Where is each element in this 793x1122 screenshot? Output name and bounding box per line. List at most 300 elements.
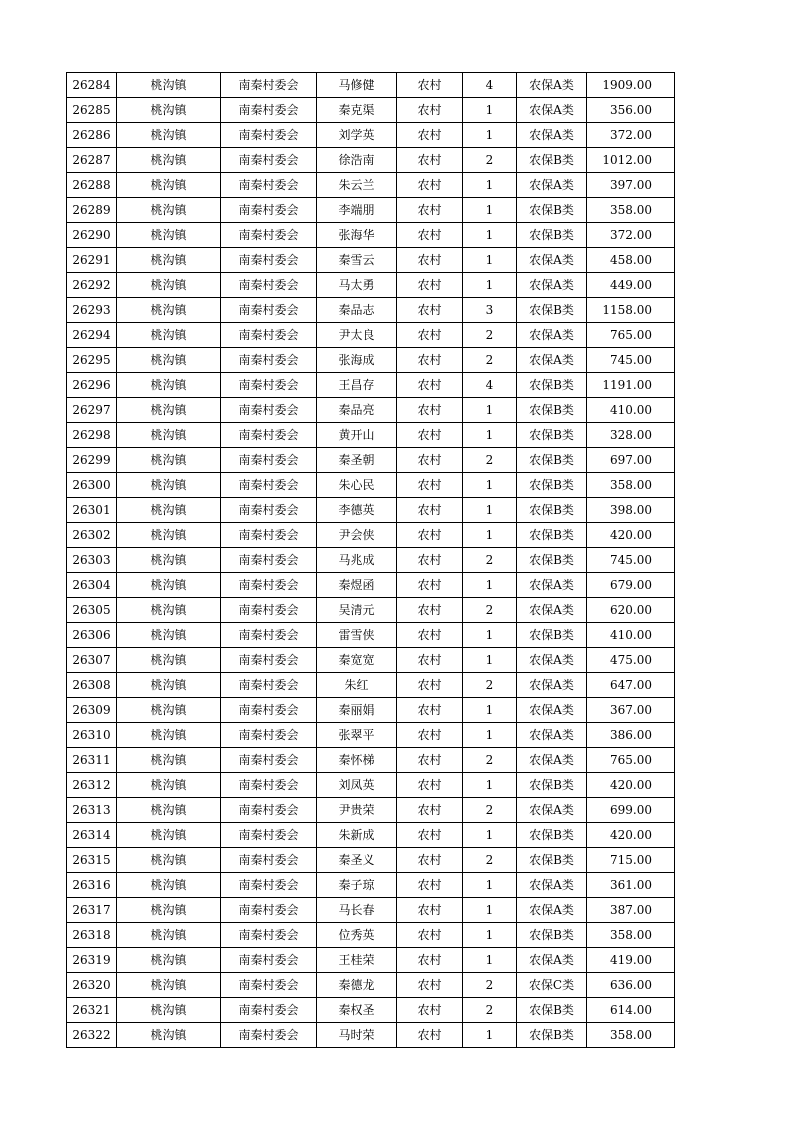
cell-town: 桃沟镇 xyxy=(117,648,221,673)
cell-name: 马时荣 xyxy=(317,1023,397,1048)
cell-town: 桃沟镇 xyxy=(117,773,221,798)
cell-town: 桃沟镇 xyxy=(117,923,221,948)
cell-town: 桃沟镇 xyxy=(117,148,221,173)
cell-count: 1 xyxy=(463,823,517,848)
cell-town: 桃沟镇 xyxy=(117,273,221,298)
cell-village: 南秦村委会 xyxy=(221,748,317,773)
cell-id: 26287 xyxy=(67,148,117,173)
cell-category: 农保A类 xyxy=(517,173,587,198)
cell-name: 秦雪云 xyxy=(317,248,397,273)
table-row xyxy=(67,998,675,1023)
table-row xyxy=(67,623,675,648)
cell-id: 26307 xyxy=(67,648,117,673)
cell-category: 农保B类 xyxy=(517,298,587,323)
cell-town: 桃沟镇 xyxy=(117,673,221,698)
cell-id: 26322 xyxy=(67,1023,117,1048)
cell-count: 2 xyxy=(463,323,517,348)
cell-town: 桃沟镇 xyxy=(117,848,221,873)
cell-category: 农保B类 xyxy=(517,923,587,948)
cell-amount: 636.00 xyxy=(587,973,675,998)
cell-category: 农保B类 xyxy=(517,623,587,648)
cell-id: 26310 xyxy=(67,723,117,748)
cell-town: 桃沟镇 xyxy=(117,298,221,323)
table-row xyxy=(67,223,675,248)
cell-id: 26299 xyxy=(67,448,117,473)
cell-type: 农村 xyxy=(397,348,463,373)
cell-village: 南秦村委会 xyxy=(221,373,317,398)
cell-name: 黄开山 xyxy=(317,423,397,448)
table-row xyxy=(67,523,675,548)
cell-id: 26314 xyxy=(67,823,117,848)
cell-type: 农村 xyxy=(397,573,463,598)
cell-village: 南秦村委会 xyxy=(221,673,317,698)
cell-village: 南秦村委会 xyxy=(221,873,317,898)
cell-id: 26306 xyxy=(67,623,117,648)
cell-count: 1 xyxy=(463,623,517,648)
cell-amount: 1012.00 xyxy=(587,148,675,173)
cell-name: 徐浩南 xyxy=(317,148,397,173)
cell-village: 南秦村委会 xyxy=(221,848,317,873)
cell-type: 农村 xyxy=(397,273,463,298)
cell-name: 位秀英 xyxy=(317,923,397,948)
cell-type: 农村 xyxy=(397,748,463,773)
cell-count: 1 xyxy=(463,423,517,448)
cell-name: 秦克渠 xyxy=(317,98,397,123)
cell-name: 张海华 xyxy=(317,223,397,248)
cell-amount: 361.00 xyxy=(587,873,675,898)
cell-amount: 620.00 xyxy=(587,598,675,623)
cell-type: 农村 xyxy=(397,248,463,273)
cell-category: 农保A类 xyxy=(517,723,587,748)
cell-category: 农保B类 xyxy=(517,848,587,873)
cell-town: 桃沟镇 xyxy=(117,998,221,1023)
cell-count: 1 xyxy=(463,948,517,973)
cell-id: 26320 xyxy=(67,973,117,998)
cell-id: 26308 xyxy=(67,673,117,698)
cell-town: 桃沟镇 xyxy=(117,948,221,973)
cell-type: 农村 xyxy=(397,73,463,98)
table-row xyxy=(67,923,675,948)
cell-id: 26321 xyxy=(67,998,117,1023)
cell-category: 农保A类 xyxy=(517,248,587,273)
cell-name: 秦品亮 xyxy=(317,398,397,423)
cell-name: 朱新成 xyxy=(317,823,397,848)
cell-village: 南秦村委会 xyxy=(221,1023,317,1048)
cell-id: 26298 xyxy=(67,423,117,448)
cell-count: 1 xyxy=(463,123,517,148)
cell-amount: 745.00 xyxy=(587,548,675,573)
cell-village: 南秦村委会 xyxy=(221,98,317,123)
cell-count: 1 xyxy=(463,723,517,748)
cell-category: 农保B类 xyxy=(517,373,587,398)
cell-amount: 1191.00 xyxy=(587,373,675,398)
cell-id: 26316 xyxy=(67,873,117,898)
cell-count: 2 xyxy=(463,848,517,873)
cell-village: 南秦村委会 xyxy=(221,273,317,298)
cell-amount: 420.00 xyxy=(587,523,675,548)
cell-count: 1 xyxy=(463,473,517,498)
cell-town: 桃沟镇 xyxy=(117,1023,221,1048)
cell-category: 农保B类 xyxy=(517,148,587,173)
cell-amount: 419.00 xyxy=(587,948,675,973)
table-row xyxy=(67,448,675,473)
cell-count: 2 xyxy=(463,748,517,773)
cell-village: 南秦村委会 xyxy=(221,448,317,473)
cell-name: 刘凤英 xyxy=(317,773,397,798)
cell-type: 农村 xyxy=(397,173,463,198)
cell-amount: 1909.00 xyxy=(587,73,675,98)
cell-category: 农保A类 xyxy=(517,73,587,98)
cell-village: 南秦村委会 xyxy=(221,548,317,573)
cell-id: 26319 xyxy=(67,948,117,973)
cell-type: 农村 xyxy=(397,773,463,798)
cell-village: 南秦村委会 xyxy=(221,823,317,848)
cell-amount: 458.00 xyxy=(587,248,675,273)
cell-type: 农村 xyxy=(397,848,463,873)
cell-town: 桃沟镇 xyxy=(117,748,221,773)
cell-town: 桃沟镇 xyxy=(117,223,221,248)
cell-name: 秦怀梯 xyxy=(317,748,397,773)
cell-town: 桃沟镇 xyxy=(117,123,221,148)
cell-type: 农村 xyxy=(397,323,463,348)
table-row xyxy=(67,698,675,723)
cell-type: 农村 xyxy=(397,298,463,323)
cell-count: 2 xyxy=(463,348,517,373)
cell-amount: 398.00 xyxy=(587,498,675,523)
cell-amount: 410.00 xyxy=(587,623,675,648)
cell-id: 26317 xyxy=(67,898,117,923)
cell-village: 南秦村委会 xyxy=(221,773,317,798)
cell-id: 26301 xyxy=(67,498,117,523)
cell-type: 农村 xyxy=(397,148,463,173)
cell-count: 4 xyxy=(463,373,517,398)
cell-count: 1 xyxy=(463,898,517,923)
cell-amount: 420.00 xyxy=(587,823,675,848)
cell-category: 农保C类 xyxy=(517,973,587,998)
cell-category: 农保B类 xyxy=(517,548,587,573)
cell-amount: 356.00 xyxy=(587,98,675,123)
cell-name: 马兆成 xyxy=(317,548,397,573)
cell-type: 农村 xyxy=(397,498,463,523)
cell-name: 秦子琼 xyxy=(317,873,397,898)
cell-name: 李端朋 xyxy=(317,198,397,223)
cell-name: 王昌存 xyxy=(317,373,397,398)
cell-category: 农保A类 xyxy=(517,98,587,123)
table-row xyxy=(67,598,675,623)
cell-town: 桃沟镇 xyxy=(117,348,221,373)
cell-town: 桃沟镇 xyxy=(117,373,221,398)
cell-id: 26297 xyxy=(67,398,117,423)
cell-village: 南秦村委会 xyxy=(221,348,317,373)
roster-body xyxy=(67,73,675,1048)
cell-town: 桃沟镇 xyxy=(117,498,221,523)
cell-count: 1 xyxy=(463,223,517,248)
cell-category: 农保B类 xyxy=(517,223,587,248)
cell-amount: 765.00 xyxy=(587,323,675,348)
cell-category: 农保B类 xyxy=(517,448,587,473)
table-row xyxy=(67,148,675,173)
cell-count: 2 xyxy=(463,598,517,623)
table-row xyxy=(67,773,675,798)
cell-count: 1 xyxy=(463,398,517,423)
table-row xyxy=(67,248,675,273)
cell-town: 桃沟镇 xyxy=(117,973,221,998)
cell-type: 农村 xyxy=(397,698,463,723)
cell-type: 农村 xyxy=(397,198,463,223)
table-row xyxy=(67,398,675,423)
table-row xyxy=(67,573,675,598)
cell-amount: 367.00 xyxy=(587,698,675,723)
cell-amount: 410.00 xyxy=(587,398,675,423)
table-row xyxy=(67,348,675,373)
cell-village: 南秦村委会 xyxy=(221,73,317,98)
table-row xyxy=(67,973,675,998)
cell-id: 26285 xyxy=(67,98,117,123)
cell-village: 南秦村委会 xyxy=(221,198,317,223)
table-row xyxy=(67,198,675,223)
cell-count: 1 xyxy=(463,523,517,548)
cell-category: 农保A类 xyxy=(517,698,587,723)
table-row xyxy=(67,1023,675,1048)
cell-name: 朱红 xyxy=(317,673,397,698)
roster-table xyxy=(66,72,675,1048)
cell-village: 南秦村委会 xyxy=(221,723,317,748)
cell-type: 农村 xyxy=(397,98,463,123)
cell-village: 南秦村委会 xyxy=(221,123,317,148)
table-row xyxy=(67,873,675,898)
cell-town: 桃沟镇 xyxy=(117,548,221,573)
cell-count: 1 xyxy=(463,498,517,523)
cell-town: 桃沟镇 xyxy=(117,98,221,123)
cell-town: 桃沟镇 xyxy=(117,898,221,923)
cell-name: 秦圣朝 xyxy=(317,448,397,473)
cell-id: 26309 xyxy=(67,698,117,723)
cell-town: 桃沟镇 xyxy=(117,173,221,198)
cell-count: 2 xyxy=(463,973,517,998)
cell-id: 26289 xyxy=(67,198,117,223)
cell-count: 1 xyxy=(463,773,517,798)
cell-village: 南秦村委会 xyxy=(221,498,317,523)
cell-town: 桃沟镇 xyxy=(117,323,221,348)
cell-amount: 745.00 xyxy=(587,348,675,373)
cell-id: 26294 xyxy=(67,323,117,348)
cell-count: 2 xyxy=(463,448,517,473)
cell-name: 尹贵荣 xyxy=(317,798,397,823)
cell-category: 农保B类 xyxy=(517,823,587,848)
cell-amount: 358.00 xyxy=(587,923,675,948)
table-row xyxy=(67,498,675,523)
cell-category: 农保B类 xyxy=(517,473,587,498)
cell-name: 秦宽宽 xyxy=(317,648,397,673)
cell-village: 南秦村委会 xyxy=(221,423,317,448)
cell-town: 桃沟镇 xyxy=(117,573,221,598)
cell-id: 26284 xyxy=(67,73,117,98)
table-row xyxy=(67,548,675,573)
cell-village: 南秦村委会 xyxy=(221,248,317,273)
cell-name: 秦丽娟 xyxy=(317,698,397,723)
cell-category: 农保B类 xyxy=(517,198,587,223)
cell-id: 26293 xyxy=(67,298,117,323)
table-row xyxy=(67,948,675,973)
cell-village: 南秦村委会 xyxy=(221,323,317,348)
cell-category: 农保B类 xyxy=(517,773,587,798)
table-row xyxy=(67,648,675,673)
cell-category: 农保B类 xyxy=(517,1023,587,1048)
table-row xyxy=(67,323,675,348)
cell-name: 朱心民 xyxy=(317,473,397,498)
cell-village: 南秦村委会 xyxy=(221,473,317,498)
cell-category: 农保A类 xyxy=(517,873,587,898)
cell-category: 农保A类 xyxy=(517,573,587,598)
cell-type: 农村 xyxy=(397,523,463,548)
cell-category: 农保B类 xyxy=(517,998,587,1023)
cell-village: 南秦村委会 xyxy=(221,398,317,423)
cell-count: 2 xyxy=(463,998,517,1023)
table-row xyxy=(67,73,675,98)
table-row xyxy=(67,823,675,848)
cell-village: 南秦村委会 xyxy=(221,298,317,323)
cell-count: 2 xyxy=(463,548,517,573)
cell-name: 雷雪侠 xyxy=(317,623,397,648)
cell-category: 农保A类 xyxy=(517,748,587,773)
cell-count: 4 xyxy=(463,73,517,98)
cell-town: 桃沟镇 xyxy=(117,523,221,548)
cell-town: 桃沟镇 xyxy=(117,448,221,473)
cell-village: 南秦村委会 xyxy=(221,223,317,248)
cell-category: 农保A类 xyxy=(517,598,587,623)
cell-amount: 386.00 xyxy=(587,723,675,748)
cell-id: 26296 xyxy=(67,373,117,398)
cell-town: 桃沟镇 xyxy=(117,398,221,423)
cell-id: 26288 xyxy=(67,173,117,198)
cell-amount: 397.00 xyxy=(587,173,675,198)
cell-name: 秦权圣 xyxy=(317,998,397,1023)
cell-amount: 715.00 xyxy=(587,848,675,873)
cell-count: 2 xyxy=(463,798,517,823)
table-row xyxy=(67,173,675,198)
table-row xyxy=(67,298,675,323)
table-row xyxy=(67,423,675,448)
cell-village: 南秦村委会 xyxy=(221,798,317,823)
cell-category: 农保A类 xyxy=(517,273,587,298)
cell-town: 桃沟镇 xyxy=(117,473,221,498)
table-row xyxy=(67,98,675,123)
cell-category: 农保A类 xyxy=(517,323,587,348)
table-row xyxy=(67,798,675,823)
cell-name: 张翠平 xyxy=(317,723,397,748)
cell-amount: 328.00 xyxy=(587,423,675,448)
cell-category: 农保B类 xyxy=(517,523,587,548)
cell-type: 农村 xyxy=(397,723,463,748)
cell-type: 农村 xyxy=(397,923,463,948)
cell-village: 南秦村委会 xyxy=(221,998,317,1023)
cell-type: 农村 xyxy=(397,998,463,1023)
cell-name: 李德英 xyxy=(317,498,397,523)
cell-amount: 358.00 xyxy=(587,198,675,223)
cell-id: 26300 xyxy=(67,473,117,498)
cell-count: 1 xyxy=(463,573,517,598)
cell-amount: 387.00 xyxy=(587,898,675,923)
table-row xyxy=(67,723,675,748)
cell-village: 南秦村委会 xyxy=(221,523,317,548)
cell-category: 农保A类 xyxy=(517,648,587,673)
cell-name: 马太勇 xyxy=(317,273,397,298)
cell-id: 26295 xyxy=(67,348,117,373)
cell-name: 尹会侠 xyxy=(317,523,397,548)
cell-id: 26303 xyxy=(67,548,117,573)
table-row xyxy=(67,748,675,773)
table-row xyxy=(67,473,675,498)
cell-id: 26291 xyxy=(67,248,117,273)
cell-count: 1 xyxy=(463,98,517,123)
cell-id: 26302 xyxy=(67,523,117,548)
cell-amount: 372.00 xyxy=(587,223,675,248)
cell-amount: 614.00 xyxy=(587,998,675,1023)
cell-name: 张海成 xyxy=(317,348,397,373)
cell-town: 桃沟镇 xyxy=(117,598,221,623)
cell-id: 26318 xyxy=(67,923,117,948)
cell-name: 王桂荣 xyxy=(317,948,397,973)
cell-type: 农村 xyxy=(397,373,463,398)
cell-count: 3 xyxy=(463,298,517,323)
cell-category: 农保A类 xyxy=(517,898,587,923)
cell-type: 农村 xyxy=(397,473,463,498)
cell-amount: 679.00 xyxy=(587,573,675,598)
cell-amount: 697.00 xyxy=(587,448,675,473)
cell-category: 农保A类 xyxy=(517,948,587,973)
cell-count: 1 xyxy=(463,273,517,298)
cell-village: 南秦村委会 xyxy=(221,973,317,998)
cell-type: 农村 xyxy=(397,223,463,248)
cell-town: 桃沟镇 xyxy=(117,248,221,273)
table-row xyxy=(67,898,675,923)
cell-type: 农村 xyxy=(397,823,463,848)
cell-count: 1 xyxy=(463,873,517,898)
cell-type: 农村 xyxy=(397,898,463,923)
cell-id: 26305 xyxy=(67,598,117,623)
cell-type: 农村 xyxy=(397,123,463,148)
cell-amount: 420.00 xyxy=(587,773,675,798)
cell-category: 农保B类 xyxy=(517,398,587,423)
cell-id: 26304 xyxy=(67,573,117,598)
cell-count: 1 xyxy=(463,648,517,673)
cell-count: 1 xyxy=(463,698,517,723)
cell-name: 吴清元 xyxy=(317,598,397,623)
cell-village: 南秦村委会 xyxy=(221,598,317,623)
cell-count: 1 xyxy=(463,1023,517,1048)
cell-id: 26313 xyxy=(67,798,117,823)
cell-type: 农村 xyxy=(397,623,463,648)
cell-type: 农村 xyxy=(397,548,463,573)
cell-town: 桃沟镇 xyxy=(117,873,221,898)
cell-name: 马长春 xyxy=(317,898,397,923)
cell-village: 南秦村委会 xyxy=(221,623,317,648)
cell-category: 农保A类 xyxy=(517,798,587,823)
table-row xyxy=(67,273,675,298)
cell-category: 农保B类 xyxy=(517,423,587,448)
cell-town: 桃沟镇 xyxy=(117,423,221,448)
cell-village: 南秦村委会 xyxy=(221,148,317,173)
cell-amount: 358.00 xyxy=(587,1023,675,1048)
cell-village: 南秦村委会 xyxy=(221,698,317,723)
table-row xyxy=(67,673,675,698)
table-row xyxy=(67,373,675,398)
cell-amount: 449.00 xyxy=(587,273,675,298)
cell-type: 农村 xyxy=(397,1023,463,1048)
cell-type: 农村 xyxy=(397,398,463,423)
cell-town: 桃沟镇 xyxy=(117,623,221,648)
cell-count: 2 xyxy=(463,673,517,698)
